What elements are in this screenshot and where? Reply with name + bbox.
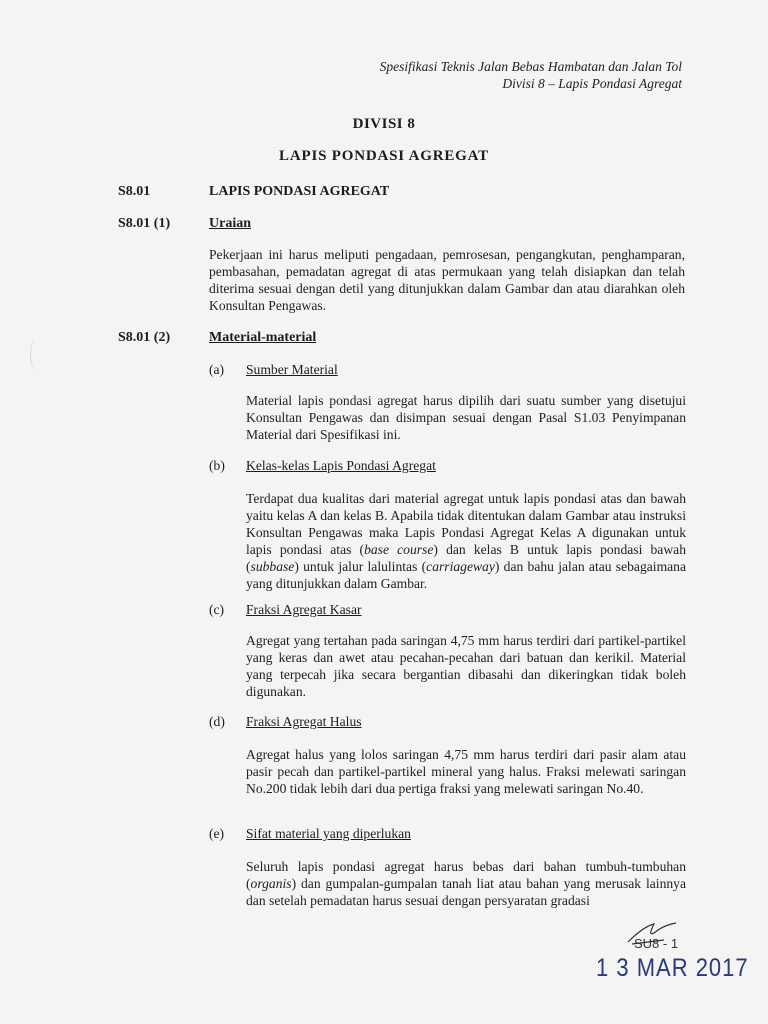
subsection-title: Fraksi Agregat Kasar: [246, 602, 362, 617]
subsection-title: Sumber Material: [246, 362, 338, 377]
subsection-letter: (b): [209, 458, 225, 473]
subsection-title: Fraksi Agregat Halus: [246, 714, 362, 729]
division-title: DIVISI 8: [352, 116, 416, 132]
subsection-paragraph: [246, 490, 686, 592]
section-title: LAPIS PONDASI AGREGAT: [209, 184, 390, 199]
paragraph-text: ) untuk jalur lalulintas (: [294, 559, 427, 574]
term-italic: carriageway: [426, 559, 495, 574]
subsection-letter: (e): [209, 826, 225, 841]
date-stamp: 1 3 MAR 2017: [596, 953, 749, 982]
division-subject: LAPIS PONDASI AGREGAT: [279, 148, 489, 164]
page-code: SU8 - 1: [634, 936, 679, 951]
subsection-title: Kelas-kelas Lapis Pondasi Agregat: [246, 458, 436, 473]
term-italic: organis: [250, 876, 292, 891]
subsection-paragraph: Agregat yang tertahan pada saringan 4,75 mm harus terdiri dari partikel-partikel yang keras dan awet atau pecahan-pecahan dari batuan dan kerikil. Material yang terpecah jika secara bergantian dibasahi dan dikeringkan tidak boleh digunakan.: [246, 633, 686, 699]
paragraph-text: Seluruh lapis pondasi agregat harus bebas dari bahan tumbuh-tumbuhan (: [246, 859, 686, 891]
subsection-paragraph: Agregat halus yang lolos saringan 4,75 mm harus terdiri dari pasir alam atau pasir pecah dan partikel-partikel mineral yang halus. Fraksi melewati saringan No.200 tidak lebih dari dua pertiga fraksi yang melewati saringan No.40.: [246, 747, 686, 796]
paragraph-text: ) dan bahu jalan atau sebagaimana yang ditunjukkan dalam Gambar.: [246, 559, 687, 591]
section-title: Uraian: [209, 216, 251, 231]
subsection-letter: (a): [209, 362, 225, 377]
subsection-paragraph: [246, 858, 686, 909]
section-paragraph: Pekerjaan ini harus meliputi pengadaan, pemrosesan, pengangkutan, penghamparan, pembasahan, pemadatan agregat di atas permukaan yang telah disiapkan dan telah diterima sesuai dengan detil yang ditunjukkan dalam Gambar dan atau diarahkan oleh Konsultan Pengawas.: [209, 247, 685, 313]
header-line-1: Spesifikasi Teknis Jalan Bebas Hambatan dan Jalan Tol: [379, 59, 682, 74]
paragraph-text: ) dan kelas B untuk lapis pondasi bawah (: [246, 542, 686, 574]
section-number: S8.01 (2): [118, 330, 171, 345]
running-header: [380, 58, 682, 92]
scan-artifact: [30, 340, 41, 370]
section-title: Material-material: [209, 330, 317, 345]
paragraph-text: ) dan gumpalan-gumpalan tanah liat atau bahan yang merusak lainnya dan setelah pemadatan harus sesuai dengan persyaratan gradasi: [246, 876, 686, 908]
subsection-title: Sifat material yang diperlukan: [246, 826, 411, 841]
subsection-paragraph: Material lapis pondasi agregat harus dipilih dari suatu sumber yang disetujui Konsultan Pengawas dan disimpan sesuai dengan Pasal S1.03 Penyimpanan Material dari Spesifikasi ini.: [246, 393, 686, 442]
section-number: S8.01 (1): [118, 216, 171, 231]
term-italic: subbase: [250, 559, 295, 574]
subsection-letter: (c): [209, 602, 225, 617]
header-line-2: Divisi 8 – Lapis Pondasi Agregat: [502, 76, 682, 91]
term-italic: base course: [364, 542, 434, 557]
section-number: S8.01: [118, 184, 151, 199]
paragraph-text: Terdapat dua kualitas dari material agregat untuk lapis pondasi atas dan bawah yaitu kelas A dan kelas B. Apabila tidak ditentukan dalam Gambar atau instruksi Konsultan Pengawas maka Lapis Pondasi Agregat Kelas A digunakan untuk lapis pondasi atas (: [246, 491, 686, 557]
subsection-letter: (d): [209, 714, 225, 729]
